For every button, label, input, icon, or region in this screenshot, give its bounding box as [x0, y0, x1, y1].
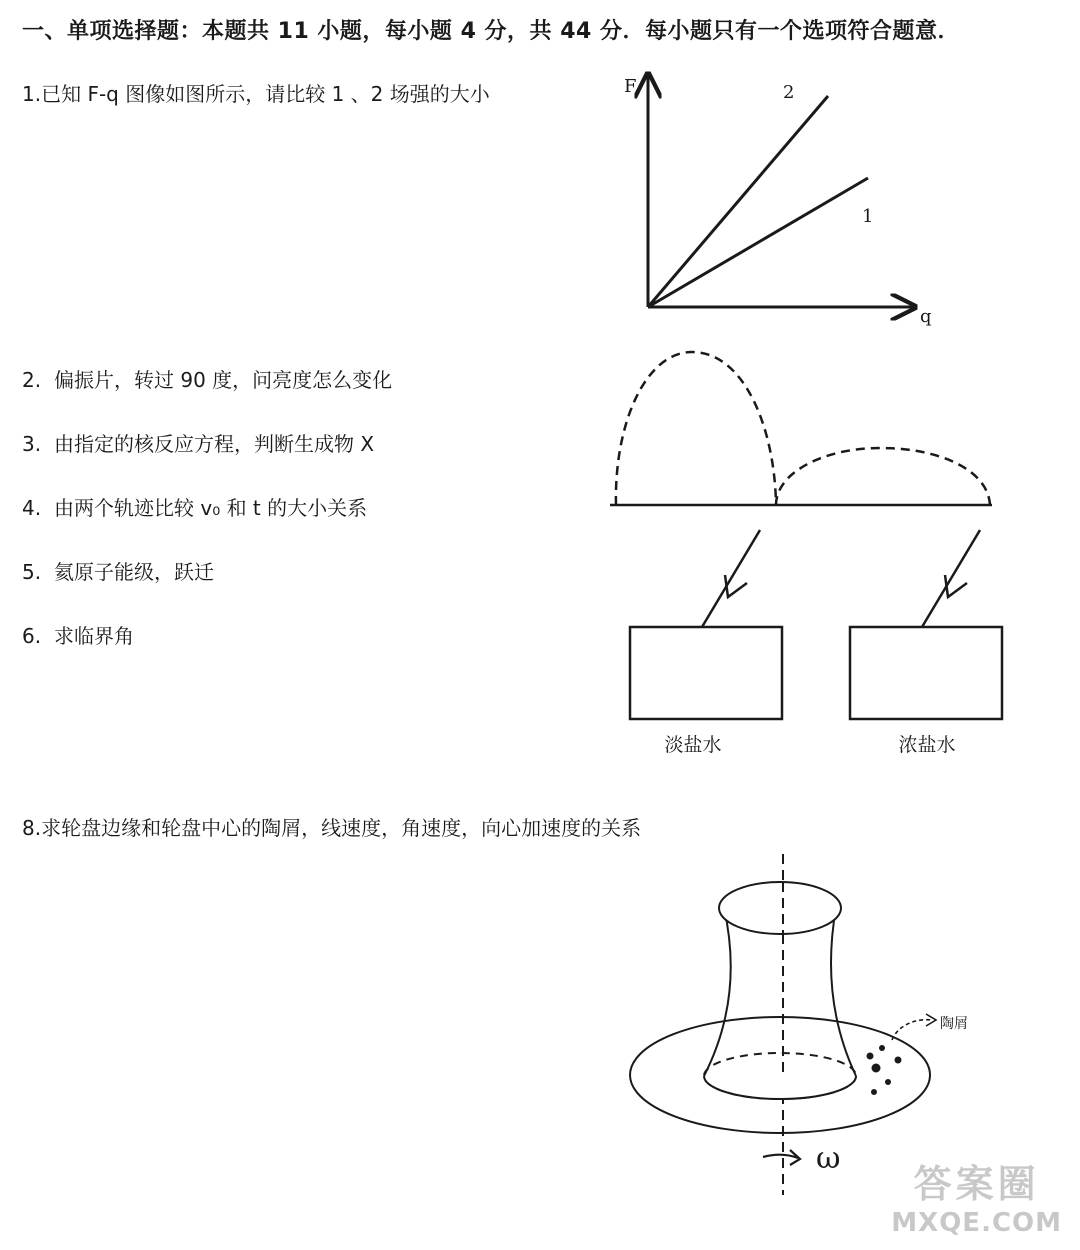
- question-number: 5.: [22, 560, 42, 584]
- light-salt-water-label: 淡盐水: [664, 734, 722, 756]
- question-3: [22, 428, 374, 457]
- question-8: [22, 812, 641, 841]
- line-2-label: 2: [783, 82, 795, 103]
- line-1: [648, 178, 868, 307]
- question-text: 氦原子能级，跃迁: [54, 560, 214, 584]
- watermark-logo-text: 答案圈: [913, 1162, 1040, 1206]
- wheel-disk: [630, 1017, 930, 1133]
- question-number: 6.: [22, 624, 42, 648]
- fq-graph: [600, 60, 960, 340]
- x-axis-label: q: [920, 306, 932, 327]
- strong-salt-water-label: 浓盐水: [898, 734, 956, 756]
- omega-symbol: ω: [816, 1141, 841, 1176]
- question-text: 由指定的核反应方程，判断生成物 X: [54, 432, 375, 456]
- question-text: 偏振片，转过 90 度，问亮度怎么变化: [54, 368, 393, 392]
- light-salt-water-box: [630, 627, 782, 719]
- refraction-diagram: [620, 525, 1020, 725]
- question-text: 已知 F-q 图像如图所示，请比较 1 、2 场强的大小: [41, 82, 490, 106]
- trajectory-low: [776, 448, 990, 505]
- pot-rim: [719, 882, 841, 934]
- question-text: 由两个轨迹比较 v₀ 和 t 的大小关系: [54, 496, 368, 520]
- light-ray-right: [922, 530, 980, 627]
- pot-base-front: [704, 1076, 856, 1099]
- trajectory-high: [616, 352, 776, 505]
- trajectory-diagram: [600, 340, 1000, 515]
- question-5: [22, 556, 214, 585]
- watermark: [891, 1153, 1062, 1238]
- question-number: 4.: [22, 496, 42, 520]
- question-4: [22, 492, 367, 521]
- question-number: 3.: [22, 432, 42, 456]
- line-1-label: 1: [862, 206, 874, 227]
- question-text: 求临界角: [54, 624, 134, 648]
- question-2: [22, 364, 392, 393]
- question-6: [22, 620, 134, 649]
- question-number: 2.: [22, 368, 42, 392]
- line-2: [648, 96, 828, 307]
- question-number: 1.: [22, 82, 42, 106]
- ceramic-debris-dots: [867, 1045, 902, 1095]
- question-text: 求轮盘边缘和轮盘中心的陶屑，线速度，角速度，向心加速度的关系: [41, 816, 642, 840]
- question-number: 8.: [22, 816, 42, 840]
- question-1: [22, 78, 490, 107]
- y-axis-label: F: [624, 76, 637, 97]
- debris-pointer-arrow: [892, 1020, 932, 1040]
- watermark-url: MXQE.COM: [891, 1208, 1062, 1238]
- strong-salt-water-box: [850, 627, 1002, 719]
- rotation-arrow: [763, 1155, 798, 1158]
- section-heading: 一、单项选择题：本题共 11 小题，每小题 4 分，共 44 分．每小题只有一个选项符合题意．: [22, 19, 960, 44]
- light-ray-left: [702, 530, 760, 627]
- debris-label: 陶屑: [940, 1016, 968, 1032]
